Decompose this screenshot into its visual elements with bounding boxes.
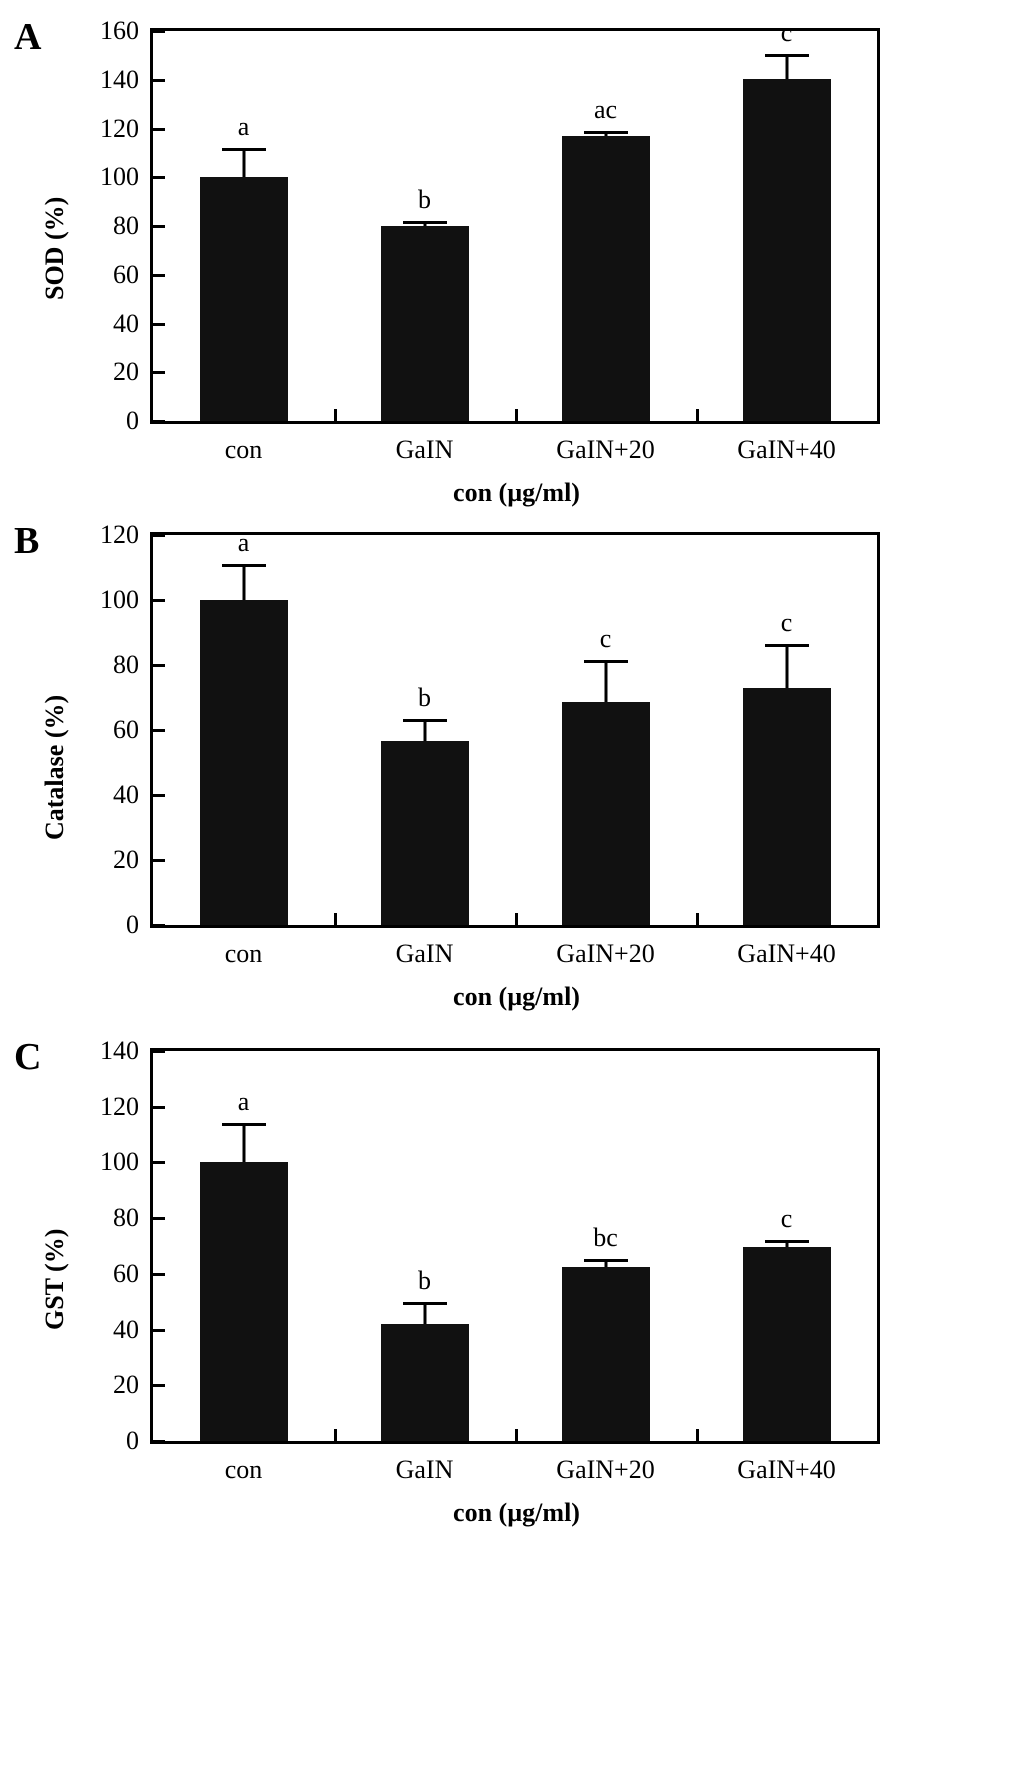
x-tick-label: GaIN+40 <box>737 939 836 968</box>
error-bar-cap <box>765 644 809 647</box>
y-tick-label: 100 <box>100 1147 139 1177</box>
x-tick-mark <box>334 1429 337 1441</box>
y-tick-label: 140 <box>100 64 139 94</box>
y-tick-label: 100 <box>100 162 139 192</box>
y-tick-mark <box>153 79 165 82</box>
y-tick-label: 120 <box>100 520 139 549</box>
error-bar-cap <box>584 131 628 134</box>
y-tick-mark <box>153 534 165 537</box>
significance-label: c <box>780 607 793 637</box>
y-tick-mark <box>153 1217 165 1220</box>
error-bar <box>604 660 607 702</box>
y-tick-label: 120 <box>100 113 139 143</box>
error-bar-cap <box>403 719 447 722</box>
error-bar <box>242 1123 245 1162</box>
y-tick-label: 20 <box>113 357 139 387</box>
error-bar-cap <box>222 564 266 567</box>
error-bar <box>242 564 245 600</box>
panel-a-letter: A <box>14 16 42 58</box>
y-tick-mark <box>153 729 165 732</box>
bar <box>381 741 469 925</box>
bar <box>743 1247 831 1441</box>
y-tick-label: 20 <box>113 1370 139 1400</box>
error-bar <box>423 719 426 742</box>
y-tick-label: 80 <box>113 211 139 240</box>
y-tick-label: 0 <box>126 910 139 939</box>
panel-b-letter: B <box>14 520 40 562</box>
error-bar <box>242 148 245 177</box>
significance-label: c <box>599 624 612 654</box>
error-bar-cap <box>222 1123 266 1126</box>
x-tick-mark <box>334 913 337 925</box>
significance-label: b <box>418 682 431 712</box>
bar <box>200 600 288 925</box>
x-tick-label: con <box>224 1455 263 1484</box>
panel-b-y-axis-label: Catalase (%) <box>40 694 69 840</box>
panel-a-plot-area <box>100 16 880 464</box>
x-tick-mark <box>696 1429 699 1441</box>
x-tick-label: GaIN <box>395 939 454 968</box>
significance-label: b <box>418 1265 431 1295</box>
x-tick-mark <box>334 409 337 421</box>
y-tick-mark <box>153 30 165 33</box>
error-bar-cap <box>403 221 447 224</box>
y-tick-mark <box>153 1384 165 1387</box>
x-tick-label: con <box>224 939 263 968</box>
significance-label: a <box>237 528 250 558</box>
y-tick-mark <box>153 128 165 131</box>
error-bar-cap <box>222 148 266 151</box>
bar <box>562 1267 650 1441</box>
y-tick-label: 0 <box>126 1426 139 1455</box>
panel-c-plot-area <box>100 1036 880 1484</box>
x-tick-label: GaIN <box>395 1455 454 1484</box>
x-tick-mark <box>696 409 699 421</box>
y-tick-label: 40 <box>113 1314 139 1344</box>
y-tick-mark <box>153 420 165 423</box>
x-tick-label: GaIN+20 <box>556 435 655 464</box>
error-bar-cap <box>584 1259 628 1262</box>
y-tick-label: 120 <box>100 1091 139 1121</box>
y-tick-mark <box>153 176 165 179</box>
y-tick-mark <box>153 859 165 862</box>
y-tick-label: 40 <box>113 308 139 338</box>
y-tick-mark <box>153 599 165 602</box>
error-bar <box>423 1302 426 1324</box>
y-tick-label: 80 <box>113 1203 139 1233</box>
error-bar-cap <box>584 660 628 663</box>
significance-label: c <box>780 1204 793 1234</box>
y-tick-mark <box>153 924 165 927</box>
x-tick-mark <box>515 913 518 925</box>
y-tick-label: 20 <box>113 845 139 874</box>
y-tick-label: 160 <box>100 16 139 45</box>
x-tick-mark <box>696 913 699 925</box>
y-tick-mark <box>153 1106 165 1109</box>
significance-label: a <box>237 112 250 141</box>
y-tick-mark <box>153 274 165 277</box>
y-tick-label: 80 <box>113 650 139 679</box>
panel-b-x-axis-label: con (µg/ml) <box>453 982 580 1011</box>
bar <box>743 79 831 421</box>
y-tick-label: 60 <box>113 715 139 744</box>
significance-label: c <box>780 18 793 48</box>
bar <box>562 702 650 925</box>
y-tick-mark <box>153 371 165 374</box>
x-tick-mark <box>515 1429 518 1441</box>
x-tick-label: GaIN+40 <box>737 1455 836 1484</box>
significance-label: a <box>237 1087 250 1117</box>
y-tick-mark <box>153 225 165 228</box>
y-tick-mark <box>153 794 165 797</box>
significance-label: b <box>418 185 431 215</box>
y-tick-mark <box>153 1440 165 1443</box>
y-tick-label: 140 <box>100 1036 139 1065</box>
bar <box>200 177 288 421</box>
error-bar <box>785 54 788 78</box>
y-tick-mark <box>153 1050 165 1053</box>
panel-b-plot-area <box>100 520 880 968</box>
x-tick-mark <box>515 409 518 421</box>
x-tick-label: GaIN+20 <box>556 1455 655 1484</box>
error-bar-cap <box>403 1302 447 1305</box>
panel-c-y-axis-label: GST (%) <box>40 1228 69 1330</box>
significance-label: ac <box>593 94 618 124</box>
panel-a-y-axis-label: SOD (%) <box>40 196 69 300</box>
y-tick-label: 100 <box>100 585 139 614</box>
y-tick-mark <box>153 1161 165 1164</box>
error-bar-cap <box>765 54 809 57</box>
panel-a <box>0 0 1033 510</box>
panel-c-x-axis-label: con (µg/ml) <box>453 1498 580 1527</box>
x-tick-label: con <box>224 435 263 464</box>
panel-b <box>0 510 1033 1020</box>
bar <box>743 688 831 925</box>
y-tick-label: 60 <box>113 259 139 289</box>
error-bar <box>785 644 788 688</box>
significance-label: bc <box>593 1222 618 1252</box>
y-tick-mark <box>153 664 165 667</box>
x-tick-label: GaIN <box>395 435 454 464</box>
error-bar-cap <box>765 1240 809 1243</box>
bar <box>562 136 650 421</box>
y-tick-label: 60 <box>113 1258 139 1288</box>
bar <box>381 226 469 421</box>
panel-c-letter: C <box>14 1036 42 1078</box>
y-tick-mark <box>153 1329 165 1332</box>
x-tick-label: GaIN+20 <box>556 939 655 968</box>
y-tick-mark <box>153 323 165 326</box>
bar <box>200 1162 288 1441</box>
x-tick-label: GaIN+40 <box>737 435 836 464</box>
panel-a-x-axis-label: con (µg/ml) <box>453 478 580 507</box>
y-tick-label: 40 <box>113 780 139 809</box>
y-tick-mark <box>153 1273 165 1276</box>
y-tick-label: 0 <box>126 406 139 435</box>
bar <box>381 1324 469 1441</box>
panel-c <box>0 1020 1033 1540</box>
